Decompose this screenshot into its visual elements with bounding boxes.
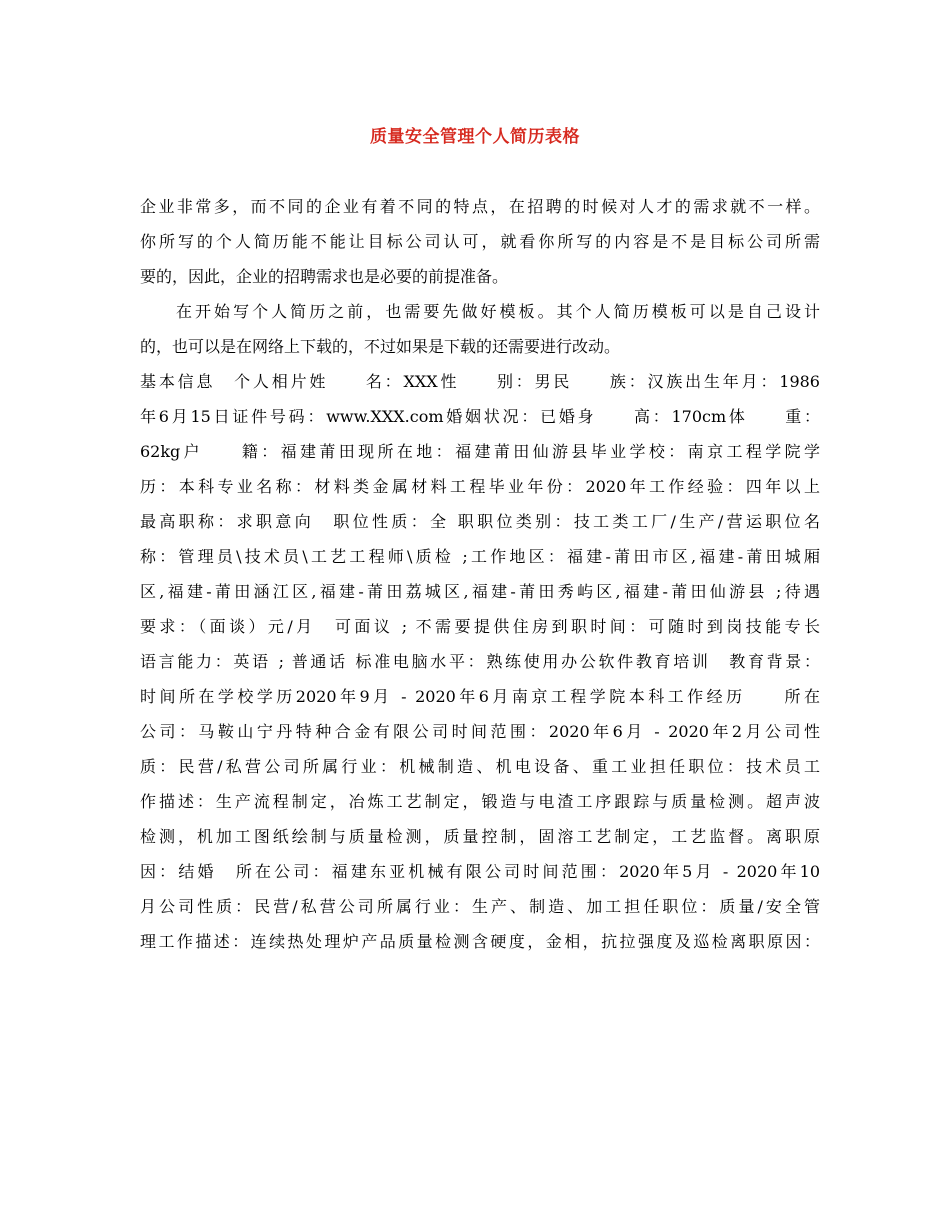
paragraph-line: 月公司性质：民营/私营公司所属行业：生产、制造、加工担任职位：质量/安全管 [140, 897, 820, 916]
paragraph-line: 作描述：生产流程制定，冶炼工艺制定，锻造与电渣工序跟踪与质量检测。超声波 [140, 792, 820, 811]
document-title: 质量安全管理个人简历表格 [370, 127, 580, 147]
paragraph-line: 历：本科专业名称：材料类金属材料工程毕业年份：2020年工作经验：四年以上 [140, 477, 820, 496]
paragraph-line: 基本信息 个人相片姓 名：XXX性 别：男民 族：汉族出生年月：1986 [140, 372, 820, 391]
paragraph-line: 因：结婚 所在公司：福建东亚机械有限公司时间范围：2020年5月 - 2020年10 [140, 862, 820, 881]
paragraph-line: 要求：（面谈）元/月 可面议 ; 不需要提供住房到职时间：可随时到岗技能专长 [140, 617, 820, 636]
paragraph-line: 在开始写个人简历之前，也需要先做好模板。其个人简历模板可以是自己设计 [176, 302, 820, 321]
paragraph-line: 你所写的个人简历能不能让目标公司认可，就看你所写的内容是不是目标公司所需 [140, 232, 820, 251]
paragraph-line: 年6月15日证件号码：www.XXX.com婚姻状况：已婚身 高：170cm体 重： [140, 407, 820, 426]
paragraph-line: 最高职称：求职意向 职位性质：全 职职位类别：技工类工厂/生产/营运职位名 [140, 512, 820, 531]
paragraph-line: 区,福建-莆田涵江区,福建-莆田荔城区,福建-莆田秀屿区,福建-莆田仙游县 ;待遇 [140, 582, 820, 601]
paragraph-line: 称：管理员\技术员\工艺工程师\质检 ;工作地区：福建-莆田市区,福建-莆田城厢 [140, 547, 820, 566]
paragraph-line: 企业非常多，而不同的企业有着不同的特点，在招聘的时候对人才的需求就不一样。 [140, 197, 820, 216]
paragraph-line: 要的，因此，企业的招聘需求也是必要的前提准备。 [140, 267, 509, 286]
paragraph-line: 公司：马鞍山宁丹特种合金有限公司时间范围：2020年6月 - 2020年2月公司性 [140, 722, 820, 741]
paragraph-line: 质：民营/私营公司所属行业：机械制造、机电设备、重工业担任职位：技术员工 [140, 757, 820, 776]
paragraph-line: 检测，机加工图纸绘制与质量检测，质量控制，固溶工艺制定，工艺监督。离职原 [140, 827, 820, 846]
paragraph-line: 理工作描述：连续热处理炉产品质量检测含硬度，金相，抗拉强度及巡检离职原因： [140, 932, 820, 951]
paragraph-line: 时间所在学校学历2020年9月 - 2020年6月南京工程学院本科工作经历 所在 [140, 687, 820, 706]
paragraph-line: 62kg户 籍：福建莆田现所在地：福建莆田仙游县毕业学校：南京工程学院学 [140, 442, 820, 461]
paragraph-line: 的，也可以是在网络上下载的，不过如果是下载的还需要进行改动。 [140, 337, 621, 356]
paragraph-line: 语言能力：英语 ; 普通话 标准电脑水平：熟练使用办公软件教育培训 教育背景： [140, 652, 820, 671]
